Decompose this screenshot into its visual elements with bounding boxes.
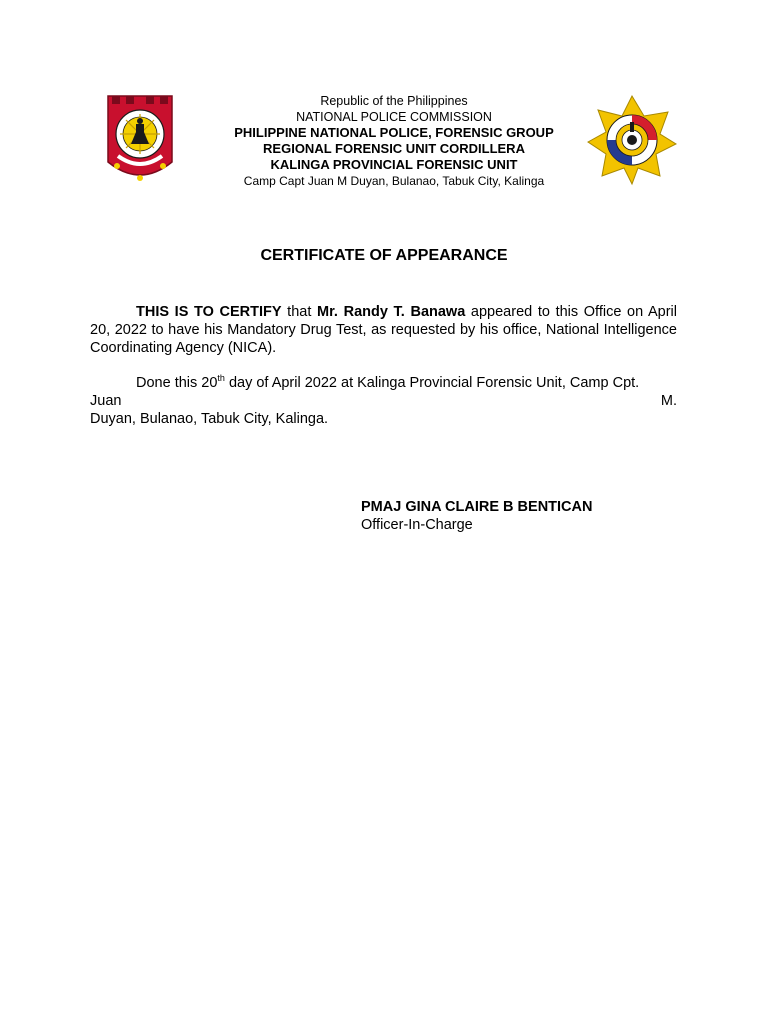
- pnp-forensic-group-seal-icon: [586, 94, 678, 186]
- letterhead-address: Camp Capt Juan M Duyan, Bulanao, Tabuk City, Kalinga: [243, 174, 545, 188]
- date-suffix: th: [217, 373, 225, 384]
- letterhead: [200, 93, 588, 189]
- certify-text-1: that: [281, 304, 318, 320]
- certification-paragraph: [90, 303, 677, 357]
- letterhead-republic: Republic of the Philippines: [320, 94, 468, 108]
- date-line2-left: Juan: [90, 393, 122, 409]
- letterhead-napolcom: NATIONAL POLICE COMMISSION: [296, 110, 492, 124]
- letterhead-provincial-unit: KALINGA PROVINCIAL FORENSIC UNIT: [270, 157, 518, 172]
- letterhead-pnp-forensic-group: PHILIPPINE NATIONAL POLICE, FORENSIC GROUP: [234, 125, 554, 140]
- document-title: CERTIFICATE OF APPEARANCE: [260, 247, 508, 264]
- date-text-2: day of April 2022 at Kalinga Provincial Forensic Unit, Camp Cpt.: [224, 375, 640, 391]
- letterhead-regional-unit: REGIONAL FORENSIC UNIT CORDILLERA: [263, 141, 525, 156]
- certify-text-2: appeared to this Office on April 20, 2022 to have his Mandatory Drug Test, as requested by his office, National Intelligence Coordinating Agency (NICA).: [90, 304, 677, 356]
- signatory-title: Officer-In-Charge: [361, 517, 473, 533]
- pnp-seal-icon: [106, 92, 174, 188]
- date-text-1: Done this 20: [136, 375, 218, 391]
- date-paragraph: [90, 374, 677, 428]
- date-line2-right: M.: [660, 393, 677, 409]
- date-line3: Duyan, Bulanao, Tabuk City, Kalinga.: [90, 411, 329, 427]
- certify-lead: THIS IS TO CERTIFY: [136, 304, 282, 320]
- signatory-name: PMAJ GINA CLAIRE B BENTICAN: [361, 499, 593, 515]
- subject-name: Mr. Randy T. Banawa: [317, 304, 466, 320]
